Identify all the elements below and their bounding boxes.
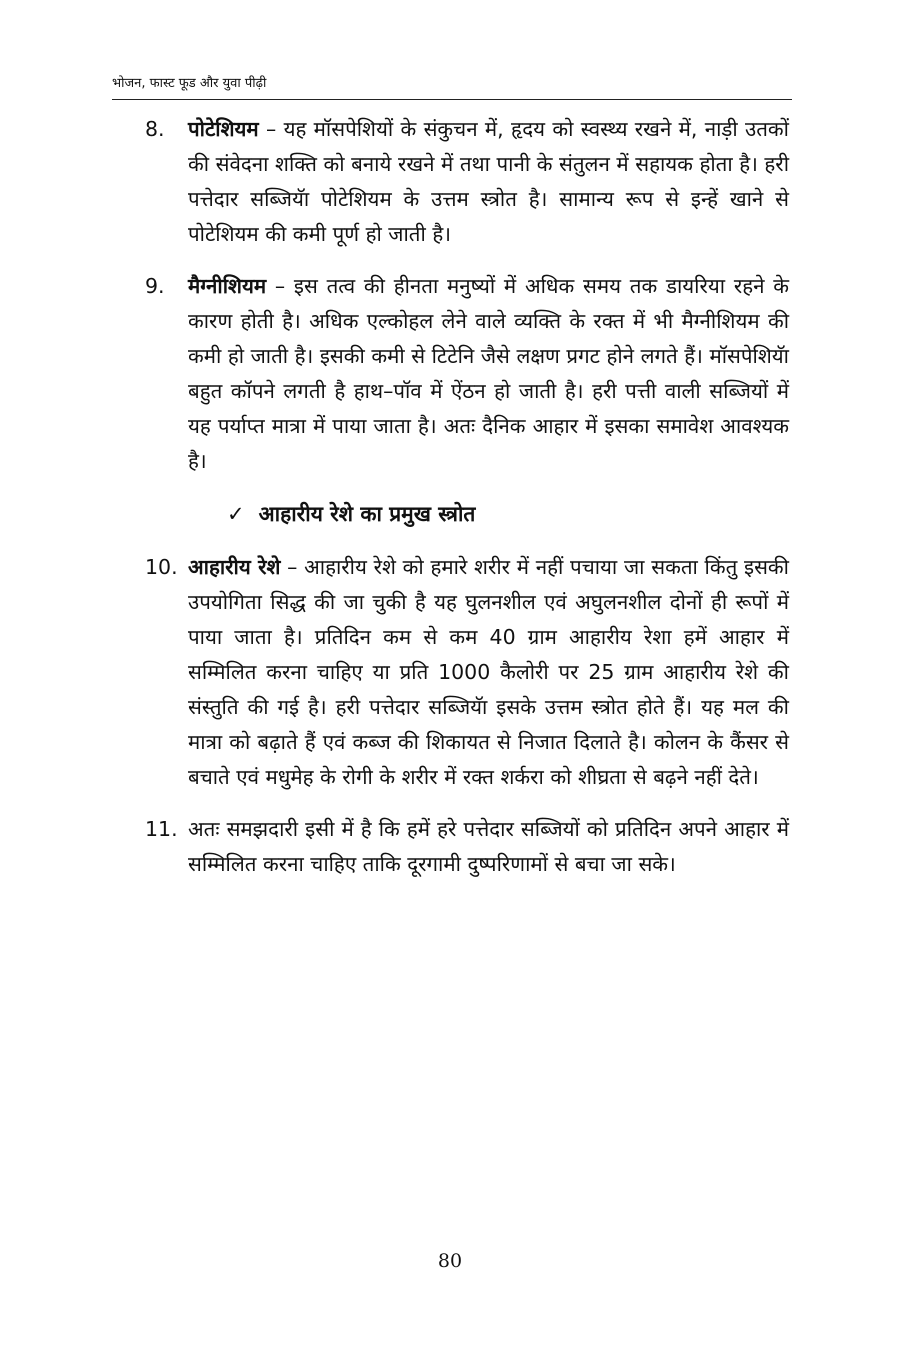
item-gap	[145, 795, 789, 812]
section-heading-text: आहारीय रेशे का प्रमुख स्त्रोत	[258, 502, 476, 526]
list-item-potassium	[145, 112, 789, 252]
header-rule	[112, 99, 792, 100]
item-dash: –	[280, 555, 305, 579]
item-number: 10.	[145, 555, 178, 579]
item-dash: –	[258, 117, 284, 141]
running-head: भोजन, फास्ट फूड और युवा पीढ़ी	[112, 76, 267, 91]
item-number: 9.	[145, 274, 165, 298]
item-text: इस तत्व की हीनता मनुष्यों में अधिक समय तक डायरिया रहने के कारण होती है। अधिक एल्कोहल लेने वाले व्यक्ति के रक्त में भी मैग्नीशियम की कमी हो जाती है। इसकी कमी से टिटेनि जैसे लक्षण प्रगट होने लगते हैं। मॉसपेशियॅा बहुत कॉपने लगती है हाथ–पॉव में ऐंठन हो जाती है। हरी पत्ती वाली सब्जियों में यह पर्याप्त मात्रा में पाया जाता है। अतः दैनिक आहार में इसका समावेश आवश्यक है।	[188, 274, 789, 473]
item-paragraph	[188, 269, 789, 479]
item-term: पोटेशियम	[188, 117, 259, 141]
list-item-dietary-fibre	[145, 550, 789, 795]
page-number: 80	[437, 1250, 463, 1272]
item-number: 11.	[145, 817, 178, 841]
item-text: यह मॉसपेशियों के संकुचन में, हृदय को स्वस्थ्य रखने में, नाड़ी उतकों की संवेदना शक्ति को बनाये रखने में तथा पानी के संतुलन में सहायक होता है। हरी पत्तेदार सब्जियॅा पोटेशियम के उत्तम स्त्रोत है। सामान्य रूप से इन्हें खाने से पोटेशियम की कमी पूर्ण हो जाती है।	[188, 117, 789, 246]
list-item-conclusion	[145, 812, 789, 882]
section-heading	[227, 497, 789, 532]
item-gap	[145, 252, 789, 269]
list-item-magnesium	[145, 269, 789, 479]
item-term: मैग्नीशियम	[188, 274, 267, 298]
item-paragraph	[188, 112, 789, 252]
item-paragraph	[188, 812, 789, 882]
item-text: अतः समझदारी इसी में है कि हमें हरे पत्तेदार सब्जियों को प्रतिदिन अपने आहार में सम्मिलित करना चाहिए ताकि दूरगामी दुष्परिणामों से बचा जा सके।	[188, 817, 789, 876]
page-body	[145, 112, 789, 882]
item-term: आहारीय रेशे	[188, 555, 281, 579]
check-icon: ✓	[227, 502, 245, 526]
item-number: 8.	[145, 117, 165, 141]
item-paragraph	[188, 550, 789, 795]
item-dash: –	[266, 274, 294, 298]
item-text: आहारीय रेशे को हमारे शरीर में नहीं पचाया जा सकता किंतु इसकी उपयोगिता सिद्ध की जा चुकी है यह घुलनशील एवं अघुलनशील दोनों ही रूपों में पाया जाता है। प्रतिदिन कम से कम 40 ग्राम आहारीय रेशा हमें आहार में सम्मिलित करना चाहिए या प्रति 1000 कैलोरी पर 25 ग्राम आहारीय रेशे की संस्तुति की गई है। हरी पत्तेदार सब्जियॅा इसके उत्तम स्त्रोत होते हैं। यह मल की मात्रा को बढ़ाते हैं एवं कब्ज की शिकायत से निजात दिलाते है। कोलन के कैंसर से बचाते एवं मधुमेह के रोगी के शरीर में रक्त शर्करा को शीघ्रता से बढ़ने नहीं देते।	[188, 555, 789, 789]
